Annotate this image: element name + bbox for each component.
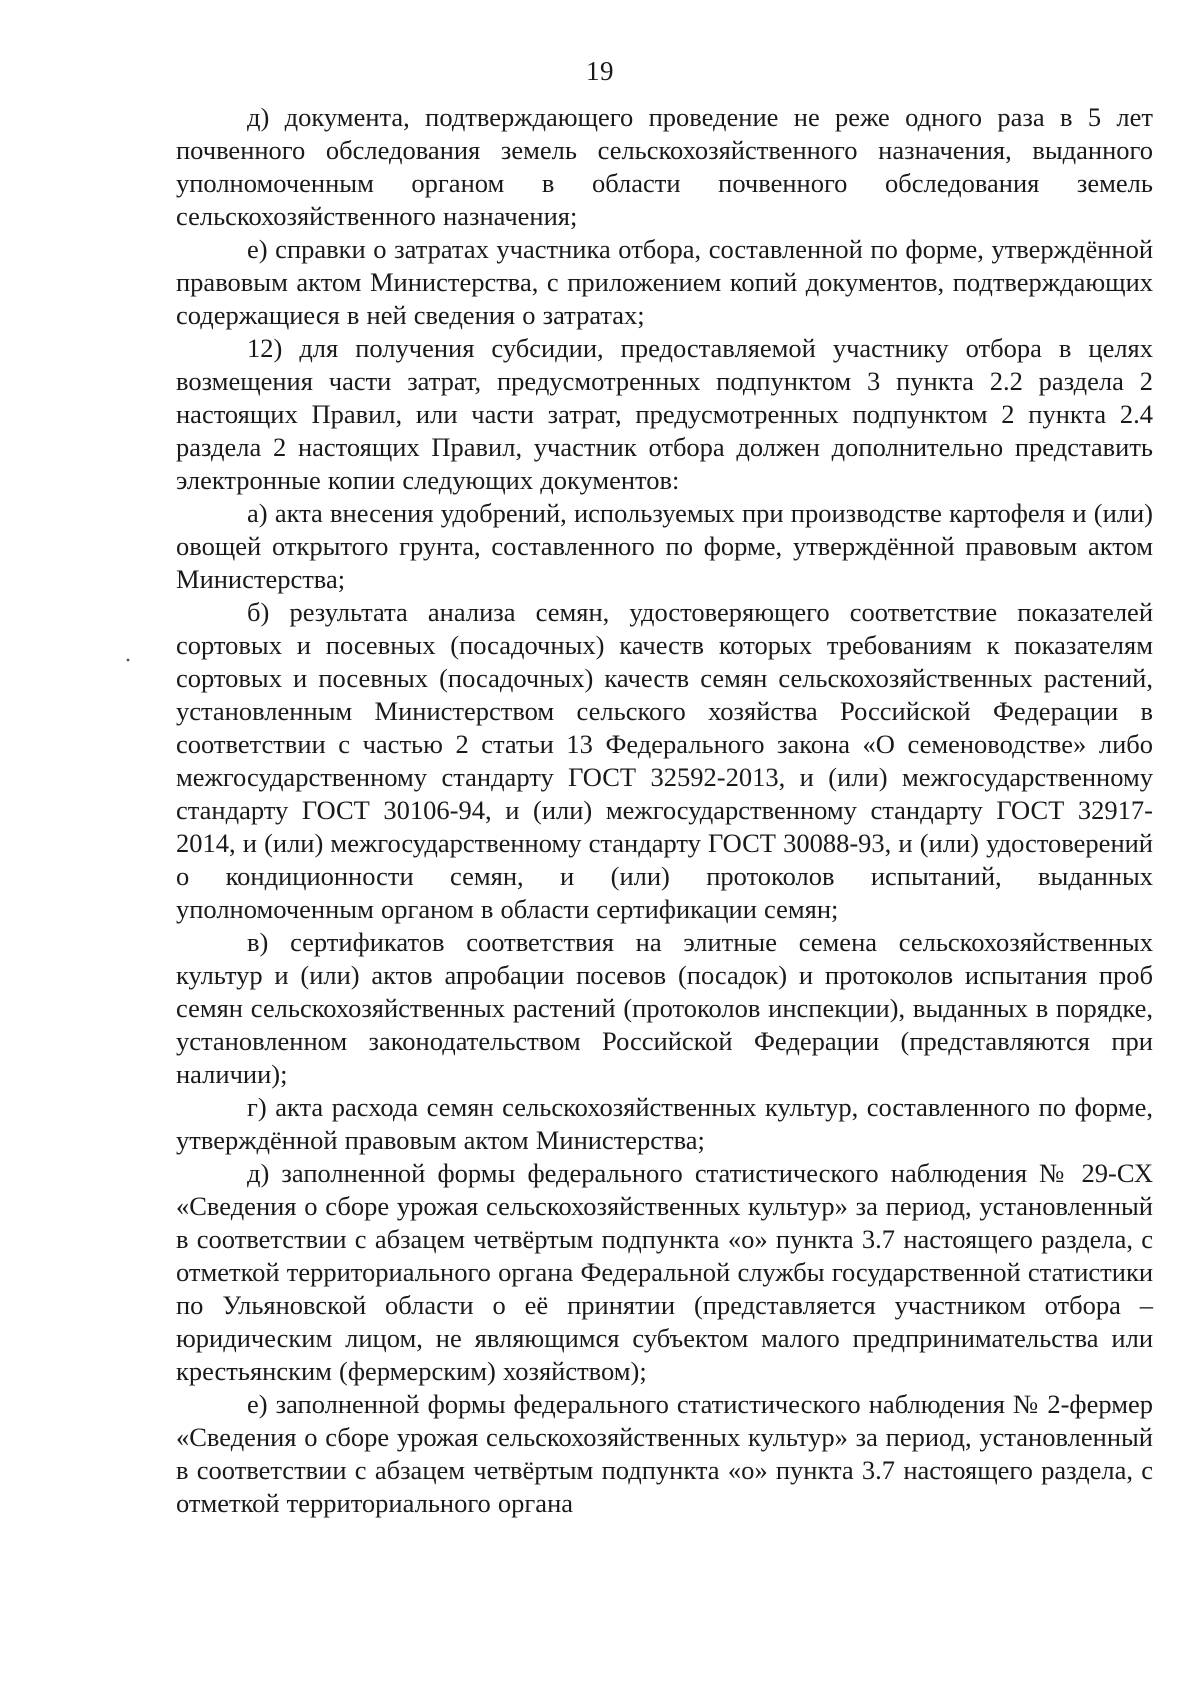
scan-speck xyxy=(127,659,130,662)
paragraph-item-d-soil-survey: д) документа, подтверждающего проведение не реже одного раза в 5 лет почвенного обследования земель сельскохозяйственного назначения, выданного уполномоченным органом в области почвенного обследования земель сельскохозяйственного назначения; xyxy=(176,102,1153,231)
paragraph-item-b-seed-analysis: б) результата анализа семян, удостоверяющего соответствие показателей сортовых и посевных (посадочных) качеств которых требованиям к показателям сортовых и посевных (посадочных) качеств семян сельскохозяйственных растений, установленным Министерством сельского хозяйства Российской Федерации в соответствии с частью 2 статьи 13 Федерального закона «О семеноводстве» либо межгосударственному стандарту ГОСТ 32592-2013, и (или) межгосударственному стандарту ГОСТ 30106-94, и (или) межгосударственному стандарту ГОСТ 32917-2014, и (или) межгосударственному стандарту ГОСТ 30088-93, и (или) удостоверений о кондиционности семян, и (или) протоколов испытаний, выданных уполномоченным органом в области сертификации семян; xyxy=(176,597,1153,924)
paragraph-item-e-cost-certificate: е) справки о затратах участника отбора, составленной по форме, утверждённой правовым актом Министерства, с приложением копий документов, подтверждающих содержащиеся в ней сведения о затратах; xyxy=(176,234,1153,330)
paragraph-item-e-form-2-farmer: е) заполненной формы федерального статистического наблюдения № 2-фермер «Сведения о сборе урожая сельскохозяйственных культур» за период, установленный в соответствии с абзацем четвёртым подпункта «о» пункта 3.7 настоящего раздела, с отметкой территориального органа xyxy=(176,1389,1153,1518)
paragraph-item-g-seed-consumption: г) акта расхода семян сельскохозяйственных культур, составленного по форме, утверждённой правовым актом Министерства; xyxy=(176,1092,1153,1155)
document-body xyxy=(176,101,1153,1520)
paragraph-item-12-subsidy: 12) для получения субсидии, предоставляемой участнику отбора в целях возмещения части затрат, предусмотренных подпунктом 3 пункта 2.2 раздела 2 настоящих Правил, или части затрат, предусмотренных подпунктом 2 пункта 2.4 раздела 2 настоящих Правил, участник отбора должен дополнительно представить электронные копии следующих документов: xyxy=(176,333,1153,495)
page-number: 19 xyxy=(586,56,614,86)
paragraph-item-d-form-29-sh: д) заполненной формы федерального статистического наблюдения № 29-СХ «Сведения о сборе урожая сельскохозяйственных культур» за период, установленный в соответствии с абзацем четвёртым подпункта «о» пункта 3.7 настоящего раздела, с отметкой территориального органа Федеральной службы государственной статистики по Ульяновской области о её принятии (представляется участником отбора – юридическим лицом, не являющимся субъектом малого предпринимательства или крестьянским (фермерским) хозяйством); xyxy=(176,1158,1153,1386)
paragraph-item-v-certificates: в) сертификатов соответствия на элитные семена сельскохозяйственных культур и (или) актов апробации посевов (посадок) и протоколов испытания проб семян сельскохозяйственных растений (протоколов инспекции), выданных в порядке, установленном законодательством Российской Федерации (представляются при наличии); xyxy=(176,927,1153,1089)
paragraph-item-a-fertilizer-act: а) акта внесения удобрений, используемых при производстве картофеля и (или) овощей открытого грунта, составленного по форме, утверждённой правовым актом Министерства; xyxy=(176,498,1153,594)
